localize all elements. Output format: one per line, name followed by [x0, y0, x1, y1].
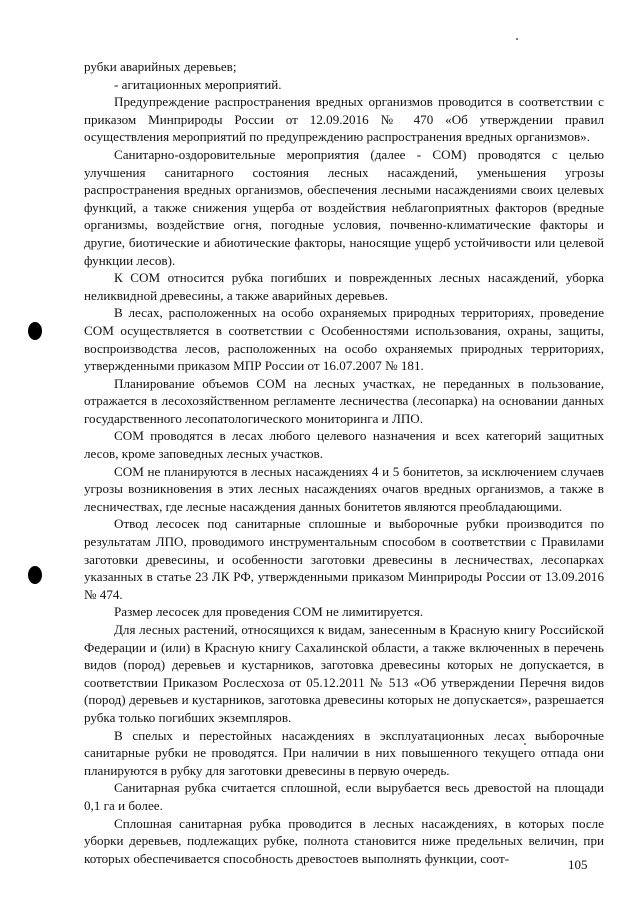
paragraph: Планирование объемов СОМ на лесных участках, не переданных в пользование, отражается в лесохозяйственном регламенте лесничества (лесопарка) на основании данных государственного лесопатологического мониторинга и ЛПО. [84, 375, 604, 426]
paragraph: Санитарная рубка считается сплошной, если вырубается весь древостой на площади 0,1 га и более. [84, 780, 604, 813]
binder-hole [28, 322, 42, 340]
paragraph: - агитационных мероприятий. [114, 76, 282, 92]
paragraph: СОМ проводятся в лесах любого целевого назначения и всех категорий защитных лесов, кроме заповедных лесных участков. [84, 428, 604, 462]
page-number: 105 [568, 857, 588, 872]
binder-hole [28, 566, 42, 584]
scan-speck [516, 38, 518, 40]
paragraph: Отвод лесосек под санитарные сплошные и выборочные рубки производится по результатам ЛПО, проводимого инструментальным способом в соответствии с Правилами заготовки древесины, и особенности заготовки древесины в лесничествах, лесопарках указанных в статье 23 ЛК РФ, утвержденными приказом Минприроды России от 13.09.2016 № 474. [84, 516, 604, 602]
paragraph: В лесах, расположенных на особо охраняемых природных территориях, проведение СОМ осуществляется в соответствии с Особенностями использования, охраны, защиты, воспроизводства лесов, расположенных на особо охраняемых природных территориях, утвержденными приказом МПР России от 16.07.2007 № 181. [84, 305, 604, 374]
paragraph: Для лесных растений, относящихся к видам, занесенным в Красную книгу Российской Федерации и (или) в Красную книгу Сахалинской области, а также включенных в перечень видов (пород) деревьев и кустарников, заготовка древесины которых не допускается, в соответствии Приказом Рослесхоза от 05.12.2011 № 513 «Об утверждении Перечня видов (пород) деревьев и кустарников, заготовка древесины которых не допускается», разрешается рубка только погибших экземпляров. [84, 622, 604, 725]
paragraph: Предупреждение распространения вредных организмов проводится в соответствии с приказом Минприроды России от 12.09.2016 № 470 «Об утверждении правил осуществления мероприятий по предупреждению распространения вредных организмов». [84, 94, 604, 145]
paragraph: В спелых и перестойных насаждениях в эксплуатационных лесах выборочные санитарные рубки не проводятся. При наличии в них повышенного текущего отпада они планируются в рубку для заготовки древесины в первую очередь. [84, 727, 604, 778]
paragraph: Санитарно-оздоровительные мероприятия (далее - СОМ) проводятся с целью улучшения санитарного состояния лесных насаждений, уменьшения угрозы распространения вредных организмов, обеспечения лесными насаждениями своих целевых функций, а также снижения ущерба от воздействия неблагоприятных факторов (вредные организмы, воздействие огня, погодные условия, почвенно-климатические факторы и другие, биотические и абиотические факторы, наносящие ущерб устойчивости или целевой функции лесов). [84, 146, 604, 268]
paragraph: Сплошная санитарная рубка проводится в лесных насаждениях, в которых после уборки деревьев, подлежащих рубке, полнота становится ниже предельных величин, при которых обеспечивается способность древостоев выполнять функции, соот- [84, 815, 604, 866]
paragraph: Размер лесосек для проведения СОМ не лимитируется. [114, 604, 424, 620]
body-text [84, 58, 604, 867]
paragraph: СОМ не планируются в лесных насаждениях 4 и 5 бонитетов, за исключением случаев угрозы возникновения в этих лесных насаждениях очагов вредных организмов, а также в лесничествах, где лесные насаждения данных бонитетов являются преобладающими. [84, 463, 604, 514]
paragraph: рубки аварийных деревьев; [84, 59, 237, 74]
paragraph: К СОМ относится рубка погибших и поврежденных лесных насаждений, уборка неликвидной древесины, а также аварийных деревьев. [84, 270, 604, 303]
